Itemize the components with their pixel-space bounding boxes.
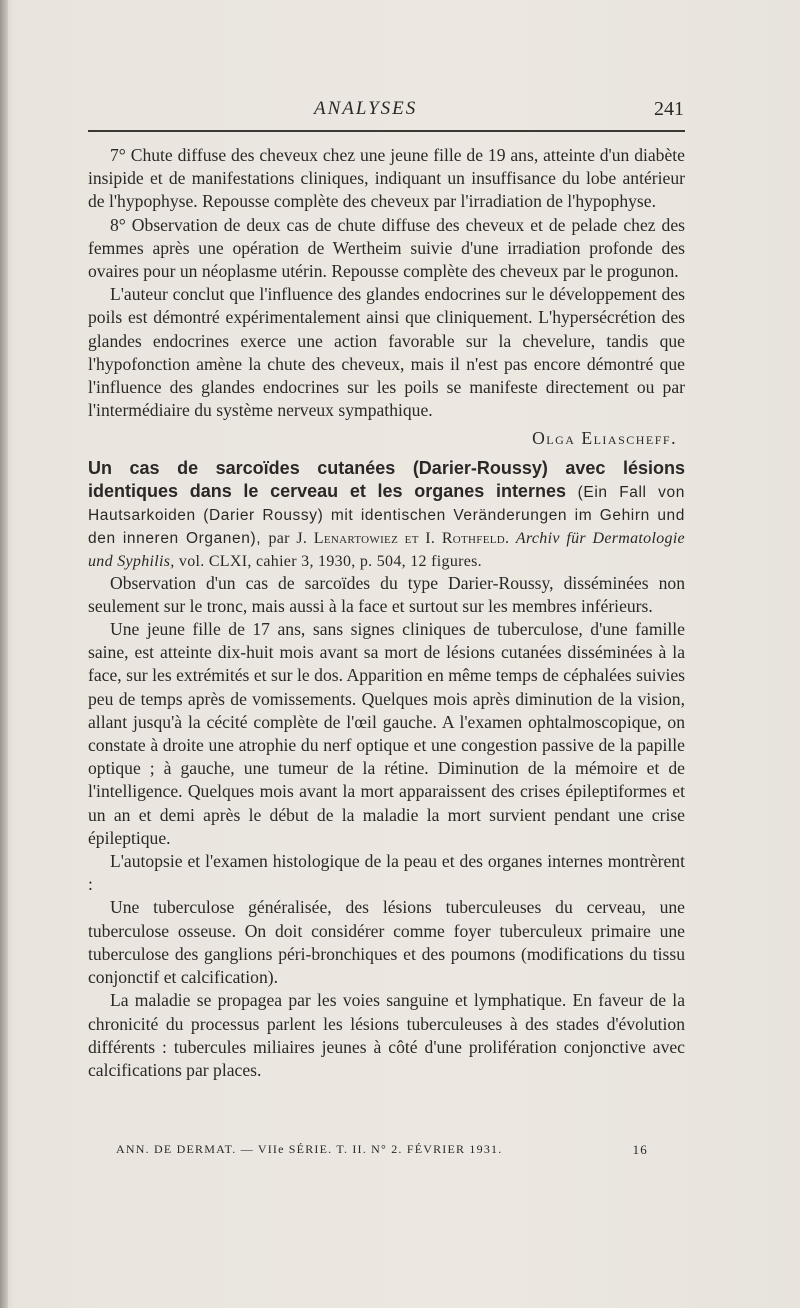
paragraph: 7° Chute diffuse des cheveux chez une jeune fille de 19 ans, atteinte d'un diabète insipide et de manifestations cliniques, indiquant un insuffisance du lobe antérieur de l'hypophyse. Repousse complète des cheveux par l'irradiation de l'hypophyse. [88,145,685,212]
paragraph: La maladie se propagea par les voies sanguine et lymphatique. En faveur de la chronicité du processus parlent les lésions tuberculeuses à des stades d'évolution différents : tubercules miliaires jeunes à côté d'une prolifération conjonctive avec calcifications par places. [88,990,685,1080]
body-text [88,144,685,1082]
journal-reference: vol. CLXI, cahier 3, 1930, p. 504, 12 figures. [178,552,482,570]
running-title: ANALYSES [314,98,418,119]
author-signature: Olga Eliascheff. [532,428,677,449]
article-title: Un cas de sarcoïdes cutanées (Darier-Roussy) avec lésions identiques dans le cerveau et les organes internes [88,457,685,501]
article-heading [88,457,685,572]
journal-name: Archiv für Dermatologie und Syphilis, [88,529,685,570]
article-authors: J. Lenartowiez et I. Rothfeld. [296,529,510,547]
sheet-number: 16 [632,1142,648,1157]
paragraph: Une tuberculose généralisée, des lésions tuberculeuses du cerveau, une tuberculose osseuse. On doit considérer comme foyer tuberculeux primaire une tuberculose des ganglions péri-bronchiques et des poumons (modifications du tissu conjonctif et calcification). [88,897,685,988]
page-footer [116,1142,648,1162]
page-number: 241 [654,98,684,120]
paragraph: Une jeune fille de 17 ans, sans signes cliniques de tuberculose, d'une famille saine, est atteinte dix-huit mois avant sa mort de lésions cutanées disséminées à la face, sur les extrémités et sur le dos. Apparition en même temps de céphalées suivies peu de temps après de vomissements. Quelques mois après diminution de la vision, allant jusqu'à la cécité complète de l'œil gauche. A l'examen ophtalmoscopique, on constate à droite une atrophie du nerf optique et une congestion passive de la papille optique ; à gauche, une tumeur de la rétine. Diminution de la mémoire et de l'intelligence. Quelques mois avant la mort apparaissent des crises épileptiformes et un an et demi après le début de la maladie la mort survient pendant une crise épileptique. [88,619,685,848]
by-word: par [268,529,290,547]
page-binding-shadow [0,0,8,1308]
journal-footer-line: ANN. DE DERMAT. — VIIe SÉRIE. T. II. N° 2. FÉVRIER 1931. [116,1142,503,1156]
header-rule [88,130,685,132]
paragraph: 8° Observation de deux cas de chute diffuse des cheveux et de pelade chez des femmes après une opération de Wertheim suivie d'une irradiation profonde des ovaires pour un néoplasme utérin. Repousse complète des cheveux par le progunon. [88,214,685,282]
running-head [88,98,684,124]
paragraph: L'autopsie et l'examen histologique de la peau et des organes internes montrèrent : [88,851,685,895]
paragraph: L'auteur conclut que l'influence des glandes endocrines sur le développement des poils est démontré expérimentalement ainsi que cliniquement. L'hypersécrétion des glandes endocrines exerce une action favorable sur la chevelure, tandis que l'hypofonction amène la chute des cheveux, mais il n'est pas encore démontré que l'influence des glandes endocrines sur les poils se manifeste directement ou par l'intermédiaire du système nerveux sympathique. [88,284,685,421]
paragraph: Observation d'un cas de sarcoïdes du type Darier-Roussy, disséminées non seulement sur le tronc, mais aussi à la face et surtout sur les membres inférieurs. [88,572,685,616]
original-title: (Ein Fall von Hautsarkoiden (Darier Roussy) mit identischen Veränderungen im Gehirn und den inneren Organen), [88,483,685,547]
